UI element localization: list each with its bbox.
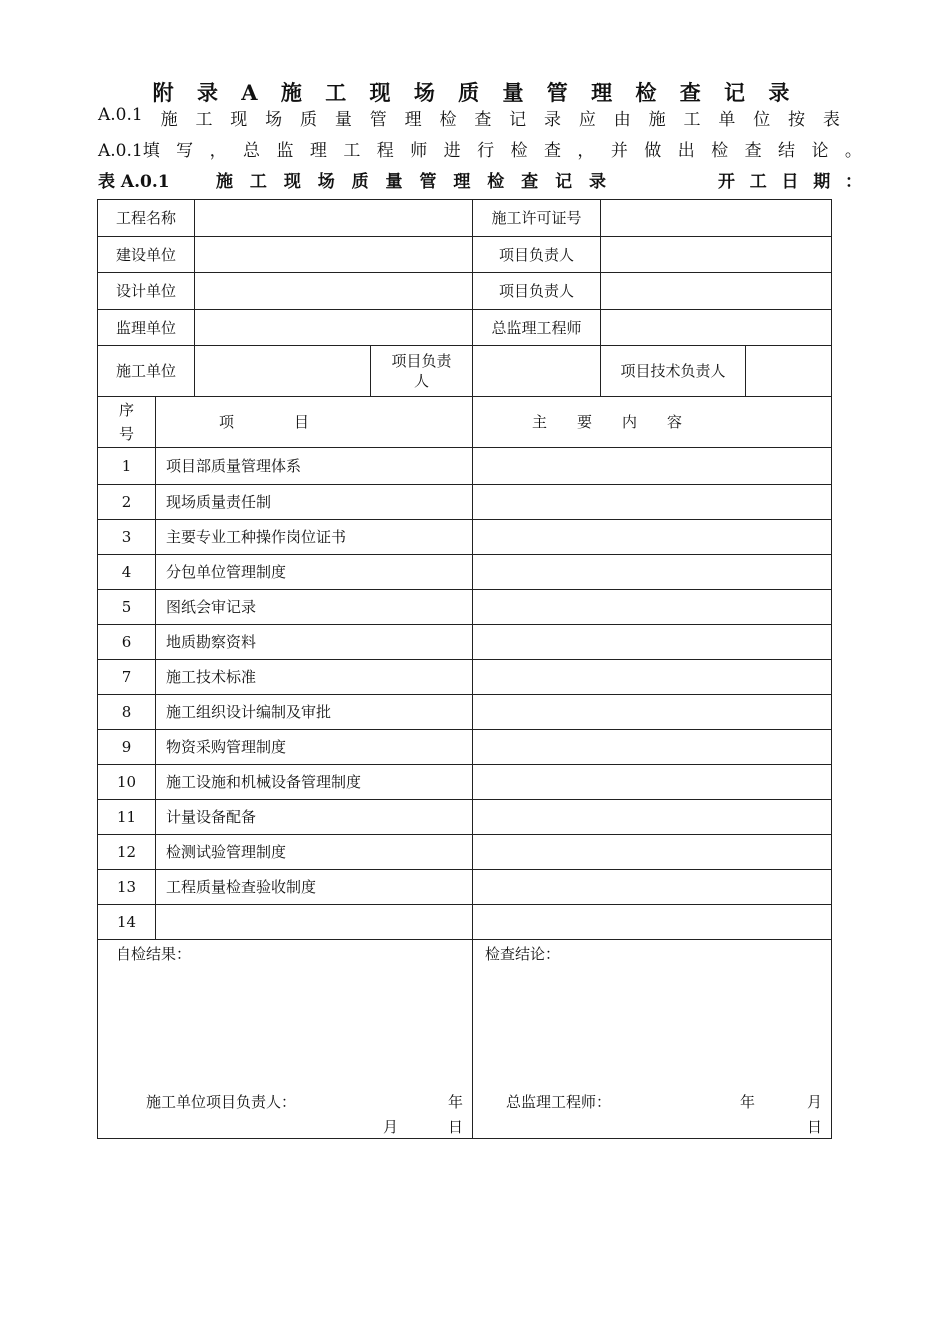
item-content-input[interactable] — [473, 835, 832, 870]
table-row — [98, 835, 832, 870]
item-name: 施工技术标准 — [156, 660, 473, 695]
text-glyph: 检 — [711, 141, 729, 161]
text-glyph: 施 — [160, 110, 178, 130]
item-no: 2 — [98, 485, 156, 520]
item-content-input[interactable] — [473, 555, 832, 590]
table-caption-number: 表 A.0.1 — [98, 172, 170, 192]
label-supervisor: 监理单位 — [98, 310, 195, 346]
table-row — [98, 448, 832, 485]
table-caption-date — [718, 167, 862, 192]
table-row — [98, 905, 832, 940]
column-header-no: 序号 — [98, 397, 156, 448]
item-no: 9 — [98, 730, 156, 765]
item-name: 施工组织设计编制及审批 — [156, 695, 473, 730]
text-glyph: 理 — [309, 141, 327, 161]
item-content-input[interactable] — [473, 660, 832, 695]
conclusion-signer: 总监理工程师： — [506, 1093, 612, 1111]
intro-line-2 — [98, 136, 862, 161]
inspection-form — [97, 199, 832, 1139]
item-name: 项目部质量管理体系 — [156, 448, 473, 485]
input-designer[interactable] — [195, 273, 473, 310]
item-no: 5 — [98, 590, 156, 625]
text-glyph: 师 — [410, 141, 428, 161]
input-project-name[interactable] — [195, 200, 473, 237]
text-glyph: 查 — [543, 141, 561, 161]
text-glyph: 量 — [334, 110, 352, 130]
text-glyph: 总 — [243, 141, 261, 161]
conclusion-month: 月 — [807, 1093, 823, 1111]
item-name: 主要专业工种操作岗位证书 — [156, 520, 473, 555]
item-content-input[interactable] — [473, 485, 832, 520]
label-chief-supervisor: 总监理工程师 — [473, 310, 601, 346]
text-glyph: 开 — [718, 172, 735, 192]
text-glyph: 查 — [474, 110, 492, 130]
item-name: 计量设备配备 — [156, 800, 473, 835]
item-name: 现场质量责任制 — [156, 485, 473, 520]
text-glyph: 质 — [351, 172, 369, 192]
text-glyph: 做 — [644, 141, 662, 161]
text-glyph: 工 — [195, 110, 213, 130]
text-glyph: 场 — [265, 110, 283, 130]
item-name — [156, 905, 473, 940]
item-name: 图纸会审记录 — [156, 590, 473, 625]
text-glyph: 监 — [276, 141, 294, 161]
text-glyph: 管 — [419, 172, 437, 192]
text-glyph: ， — [209, 141, 227, 161]
item-content-input[interactable] — [473, 730, 832, 765]
table-row — [98, 485, 832, 520]
table-row — [98, 520, 832, 555]
input-builder-lead[interactable] — [601, 237, 832, 273]
label-builder: 建设单位 — [98, 237, 195, 273]
input-permit-no[interactable] — [601, 200, 832, 237]
item-name: 检测试验管理制度 — [156, 835, 473, 870]
text-glyph: 查 — [744, 141, 762, 161]
item-no: 8 — [98, 695, 156, 730]
table-row — [98, 555, 832, 590]
text-glyph: ： — [845, 172, 862, 192]
label-contractor: 施工单位 — [98, 346, 195, 397]
conclusion-year: 年 — [740, 1093, 756, 1111]
text-glyph: 管 — [369, 110, 387, 130]
table-row — [98, 590, 832, 625]
table-row — [98, 660, 832, 695]
table-row — [98, 800, 832, 835]
item-no: 14 — [98, 905, 156, 940]
text-glyph: 应 — [578, 110, 596, 130]
item-content-input[interactable] — [473, 625, 832, 660]
item-no: 11 — [98, 800, 156, 835]
text-glyph: 程 — [376, 141, 394, 161]
conclusion-box[interactable] — [473, 940, 832, 1139]
text-glyph: ， — [577, 141, 595, 161]
item-no: 1 — [98, 448, 156, 485]
conclusion-day: 日 — [807, 1118, 823, 1136]
text-glyph: 日 — [781, 172, 799, 192]
self-check-box[interactable] — [98, 940, 473, 1139]
self-check-label: 自检结果： — [116, 945, 192, 963]
item-name: 分包单位管理制度 — [156, 555, 473, 590]
text-glyph: 质 — [300, 110, 318, 130]
text-glyph: 量 — [385, 172, 403, 192]
table-row — [98, 765, 832, 800]
self-check-day: 日 — [448, 1118, 464, 1136]
item-no: 13 — [98, 870, 156, 905]
text-glyph: 施 — [648, 110, 666, 130]
text-glyph: 期 — [813, 172, 831, 192]
table-caption — [98, 167, 862, 192]
text-glyph: 表 — [822, 110, 840, 130]
item-content-input[interactable] — [473, 695, 832, 730]
table-row — [98, 695, 832, 730]
label-permit-no: 施工许可证号 — [473, 200, 601, 237]
text-glyph: 记 — [509, 110, 527, 130]
label-designer-lead: 项目负责人 — [473, 273, 601, 310]
text-glyph: 由 — [613, 110, 631, 130]
item-content-input[interactable] — [473, 520, 832, 555]
text-glyph: 录 — [544, 110, 562, 130]
item-name: 施工设施和机械设备管理制度 — [156, 765, 473, 800]
text-glyph: 论 — [811, 141, 829, 161]
column-header-item: 项 目 — [156, 397, 473, 448]
text-glyph: A.0.1 — [98, 105, 143, 125]
item-name: 地质勘察资料 — [156, 625, 473, 660]
item-content-input[interactable] — [473, 765, 832, 800]
text-glyph: 理 — [453, 172, 471, 192]
table-row — [98, 870, 832, 905]
conclusion-label: 检查结论： — [485, 945, 561, 963]
item-no: 4 — [98, 555, 156, 590]
item-name: 物资采购管理制度 — [156, 730, 473, 765]
column-header-content: 主 要 内 容 — [473, 397, 832, 448]
item-name: 工程质量检查验收制度 — [156, 870, 473, 905]
text-glyph: 进 — [443, 141, 461, 161]
text-glyph: 单 — [718, 110, 736, 130]
input-contractor-lead[interactable] — [473, 346, 601, 397]
text-glyph: 工 — [249, 172, 267, 192]
input-chief-supervisor[interactable] — [601, 310, 832, 346]
item-content-input[interactable] — [473, 800, 832, 835]
self-check-year: 年 — [448, 1093, 464, 1111]
text-glyph: 按 — [788, 110, 806, 130]
label-designer: 设计单位 — [98, 273, 195, 310]
text-glyph: 并 — [610, 141, 628, 161]
table-row — [98, 730, 832, 765]
input-builder[interactable] — [195, 237, 473, 273]
text-glyph: 录 — [588, 172, 606, 192]
text-glyph: 检 — [439, 110, 457, 130]
input-tech-lead[interactable] — [746, 346, 832, 397]
label-tech-lead: 项目技术负责人 — [601, 346, 746, 397]
label-project-name: 工程名称 — [98, 200, 195, 237]
text-glyph: 理 — [404, 110, 422, 130]
text-glyph: 现 — [283, 172, 301, 192]
item-no: 12 — [98, 835, 156, 870]
self-check-month: 月 — [383, 1118, 399, 1136]
text-glyph: 结 — [778, 141, 796, 161]
intro-line-1 — [98, 105, 840, 130]
text-glyph: 现 — [230, 110, 248, 130]
text-glyph: 位 — [753, 110, 771, 130]
text-glyph: 写 — [176, 141, 194, 161]
text-glyph: 检 — [510, 141, 528, 161]
text-glyph: 检 — [487, 172, 505, 192]
text-glyph: 记 — [555, 172, 573, 192]
item-content-input[interactable] — [473, 870, 832, 905]
item-no: 6 — [98, 625, 156, 660]
text-glyph: 工 — [343, 141, 361, 161]
item-no: 7 — [98, 660, 156, 695]
item-no: 10 — [98, 765, 156, 800]
item-content-input[interactable] — [473, 905, 832, 940]
table-row — [98, 625, 832, 660]
label-contractor-lead: 项目负责人 — [371, 346, 473, 397]
item-content-input[interactable] — [473, 590, 832, 625]
table-caption-name — [216, 167, 606, 192]
text-glyph: 场 — [317, 172, 335, 192]
input-supervisor[interactable] — [195, 310, 473, 346]
input-contractor[interactable] — [195, 346, 371, 397]
text-glyph: 工 — [683, 110, 701, 130]
page-title: 附 录 A 施 工 现 场 质 量 管 理 检 查 记 录 — [152, 80, 798, 105]
text-glyph: 。 — [844, 141, 862, 161]
text-glyph: 行 — [477, 141, 495, 161]
input-designer-lead[interactable] — [601, 273, 832, 310]
label-builder-lead: 项目负责人 — [473, 237, 601, 273]
item-content-input[interactable] — [473, 448, 832, 485]
text-glyph: 出 — [677, 141, 695, 161]
item-no: 3 — [98, 520, 156, 555]
text-glyph: 查 — [521, 172, 539, 192]
text-glyph: A.0.1填 — [98, 141, 160, 161]
text-glyph: 工 — [749, 172, 767, 192]
text-glyph: 施 — [216, 172, 233, 192]
self-check-signer: 施工单位项目负责人： — [146, 1093, 297, 1111]
